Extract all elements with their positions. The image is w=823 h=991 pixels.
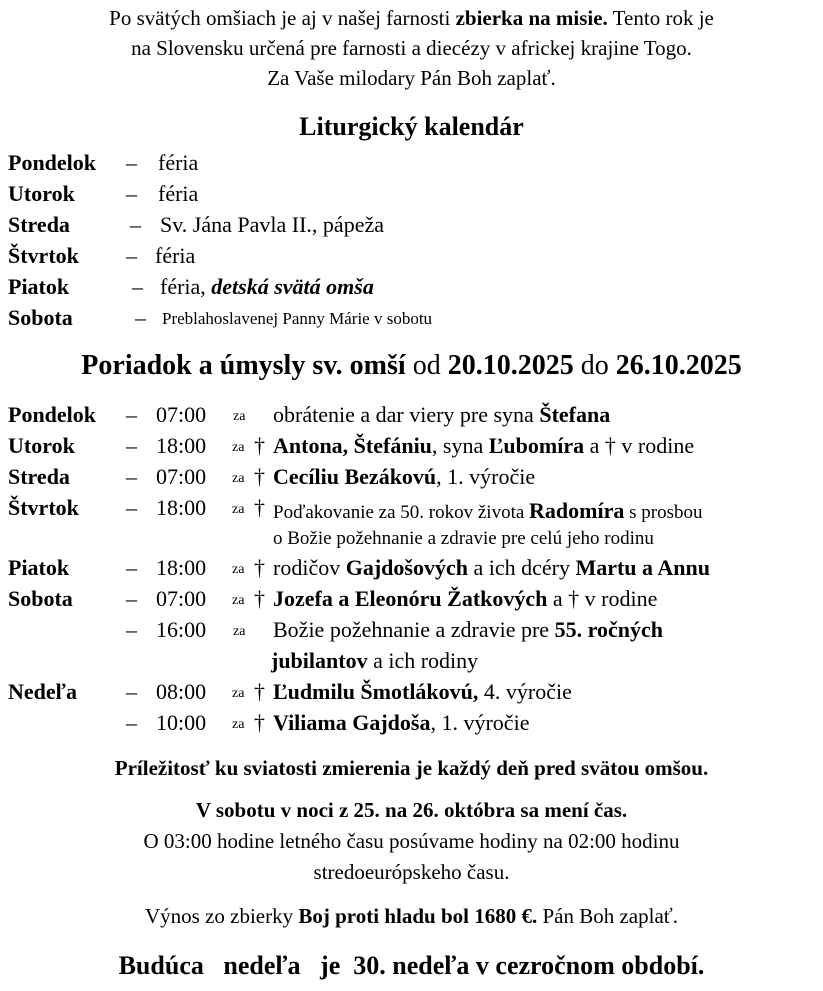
mass-intention xyxy=(273,710,529,736)
calendar-text-part: féria, xyxy=(160,274,212,299)
schedule-date-from: 20.10.2025 xyxy=(447,350,574,381)
intro-line-2: na Slovensku určená pre farnosti a diecézy v africkej krajine Togo. xyxy=(131,36,692,60)
calendar-text: Preblahoslavenej Panny Márie v sobotu xyxy=(162,309,433,328)
intro-line-1 xyxy=(0,4,823,32)
calendar-day: Pondelok xyxy=(8,150,97,175)
intention-name: Štefana xyxy=(539,402,611,427)
mass-dagger: † xyxy=(254,679,265,704)
intention-name: Jozefa a Eleonóru Žatkových xyxy=(273,586,548,611)
mass-time: 18:00 xyxy=(156,495,207,520)
mass-time: 07:00 xyxy=(156,586,207,611)
intention-text: s prosbou xyxy=(624,502,703,523)
mass-day: Streda xyxy=(8,464,70,489)
mass-intention xyxy=(273,464,535,490)
collection-notice xyxy=(0,904,823,929)
mass-dagger: † xyxy=(254,433,265,458)
calendar-day: Utorok xyxy=(8,181,75,206)
mass-dash: – xyxy=(126,464,137,489)
intention-name: Ľubomíra xyxy=(488,433,585,458)
intention-name: Cecíliu Bezákovú xyxy=(273,464,437,489)
confession-notice: Príležitosť ku sviatosti zmierenia je každý deň pred svätou omšou. xyxy=(114,756,709,780)
collection-amount: Boj proti hladu bol 1680 €. xyxy=(298,904,538,928)
intro-text: Po svätých omšiach je aj v našej farnosti xyxy=(109,6,456,30)
calendar-day: Piatok xyxy=(8,274,70,299)
intention-text: Poďakovanie za 50. rokov života xyxy=(273,502,530,523)
calendar-text: féria xyxy=(158,150,199,175)
mass-time: 08:00 xyxy=(156,679,207,704)
mass-dash: – xyxy=(126,555,137,580)
mass-time: 07:00 xyxy=(156,402,207,427)
schedule-title-main: Poriadok a úmysly sv. omší xyxy=(81,350,406,381)
intention-name: 55. ročných xyxy=(554,617,663,642)
intention-text: 4. výročie xyxy=(478,679,572,704)
mass-intention xyxy=(273,555,710,581)
mass-dagger: † xyxy=(254,555,265,580)
time-change-line: stredoeurópskeho času. xyxy=(313,860,510,884)
intention-text: a ich rodiny xyxy=(367,648,479,673)
intention-text: , 1. výročie xyxy=(430,710,530,735)
mass-za: za xyxy=(233,624,246,639)
mass-day: Pondelok xyxy=(8,402,97,427)
calendar-day: Streda xyxy=(8,212,70,237)
mass-time: 18:00 xyxy=(156,555,207,580)
intention-name: Antona, Štefániu xyxy=(273,433,432,458)
mass-intention xyxy=(273,617,663,643)
mass-za: za xyxy=(232,471,245,486)
mass-day: Utorok xyxy=(8,433,75,458)
mass-intention xyxy=(273,679,572,705)
calendar-dash: – xyxy=(126,243,137,268)
schedule-title-word: do xyxy=(573,350,616,381)
intention-name: Viliama Gajdoša xyxy=(273,710,431,735)
mass-za: za xyxy=(232,686,245,701)
calendar-dash: – xyxy=(126,150,137,175)
intention-name: Gajdošových xyxy=(345,555,468,580)
mass-dash: – xyxy=(126,710,137,735)
schedule-title-word: od xyxy=(405,350,448,381)
mass-intention-cont: o Božie požehnanie a zdravie pre celú jeho rodinu xyxy=(273,528,654,549)
mass-dash: – xyxy=(126,402,137,427)
time-change-line: O 03:00 hodine letného času posúvame hodiny na 02:00 hodinu xyxy=(143,829,680,853)
mass-time: 18:00 xyxy=(156,433,207,458)
mass-dash: – xyxy=(126,495,137,520)
mass-intention xyxy=(273,433,694,459)
calendar-title: Liturgický kalendár xyxy=(299,112,524,141)
schedule-date-to: 26.10.2025 xyxy=(615,350,742,381)
mass-za: za xyxy=(232,502,245,517)
mass-za: za xyxy=(232,593,245,608)
mass-dagger: † xyxy=(254,586,265,611)
mass-day: Nedeľa xyxy=(8,679,77,704)
calendar-text: féria xyxy=(158,181,199,206)
mass-day: Štvrtok xyxy=(8,495,79,520)
intention-text: Božie požehnanie a zdravie pre xyxy=(273,617,555,642)
intention-text: , syna xyxy=(431,433,489,458)
mass-za: za xyxy=(232,717,245,732)
mass-dash: – xyxy=(126,586,137,611)
mass-time: 16:00 xyxy=(156,617,207,642)
mass-intention xyxy=(273,498,703,524)
intention-text: a ich dcéry xyxy=(467,555,576,580)
mass-dash: – xyxy=(126,617,137,642)
intention-text: , 1. výročie xyxy=(436,464,536,489)
calendar-dash: – xyxy=(126,181,137,206)
calendar-text xyxy=(160,274,374,300)
intention-name: Ľudmilu Šmotlákovú, xyxy=(273,679,479,704)
mass-day: Sobota xyxy=(8,586,73,611)
calendar-text: Sv. Jána Pavla II., pápeža xyxy=(160,212,384,237)
mass-za: za xyxy=(233,409,246,424)
collection-text: Výnos zo zbierky xyxy=(144,904,299,928)
mass-intention xyxy=(273,402,610,428)
mass-day: Piatok xyxy=(8,555,70,580)
next-sunday-notice: Budúca nedeľa je 30. nedeľa v cezročnom období. xyxy=(118,951,705,980)
intention-name: Radomíra xyxy=(529,498,625,523)
collection-text: Pán Boh zaplať. xyxy=(537,904,678,928)
intention-text: obrátenie a dar viery pre syna xyxy=(273,402,540,427)
calendar-day: Štvrtok xyxy=(8,243,79,268)
mass-intention xyxy=(273,586,657,612)
mass-time: 10:00 xyxy=(156,710,207,735)
calendar-text: féria xyxy=(155,243,196,268)
intention-text: a † v rodine xyxy=(547,586,658,611)
mass-time: 07:00 xyxy=(156,464,207,489)
intro-text: Tento rok je xyxy=(607,6,714,30)
mass-za: za xyxy=(232,562,245,577)
intention-name: jubilantov xyxy=(271,648,368,673)
calendar-dash: – xyxy=(130,212,141,237)
mass-dash: – xyxy=(126,679,137,704)
mass-dagger: † xyxy=(254,464,265,489)
intention-text: a † v rodine xyxy=(584,433,695,458)
schedule-title xyxy=(0,350,823,382)
intention-text: rodičov xyxy=(273,555,346,580)
calendar-dash: – xyxy=(132,274,143,299)
calendar-day: Sobota xyxy=(8,305,73,330)
mass-dagger: † xyxy=(254,495,265,520)
calendar-dash: – xyxy=(135,305,146,330)
time-change-title: V sobotu v noci z 25. na 26. októbra sa mení čas. xyxy=(195,798,628,822)
intro-highlight: zbierka na misie. xyxy=(455,6,608,30)
mass-dagger: † xyxy=(254,710,265,735)
intention-name: Martu a Annu xyxy=(575,555,710,580)
calendar-highlight: detská svätá omša xyxy=(211,274,374,299)
mass-intention-cont xyxy=(271,648,478,674)
mass-dash: – xyxy=(126,433,137,458)
intro-line-3: Za Vaše milodary Pán Boh zaplať. xyxy=(267,66,556,90)
mass-za: za xyxy=(232,440,245,455)
